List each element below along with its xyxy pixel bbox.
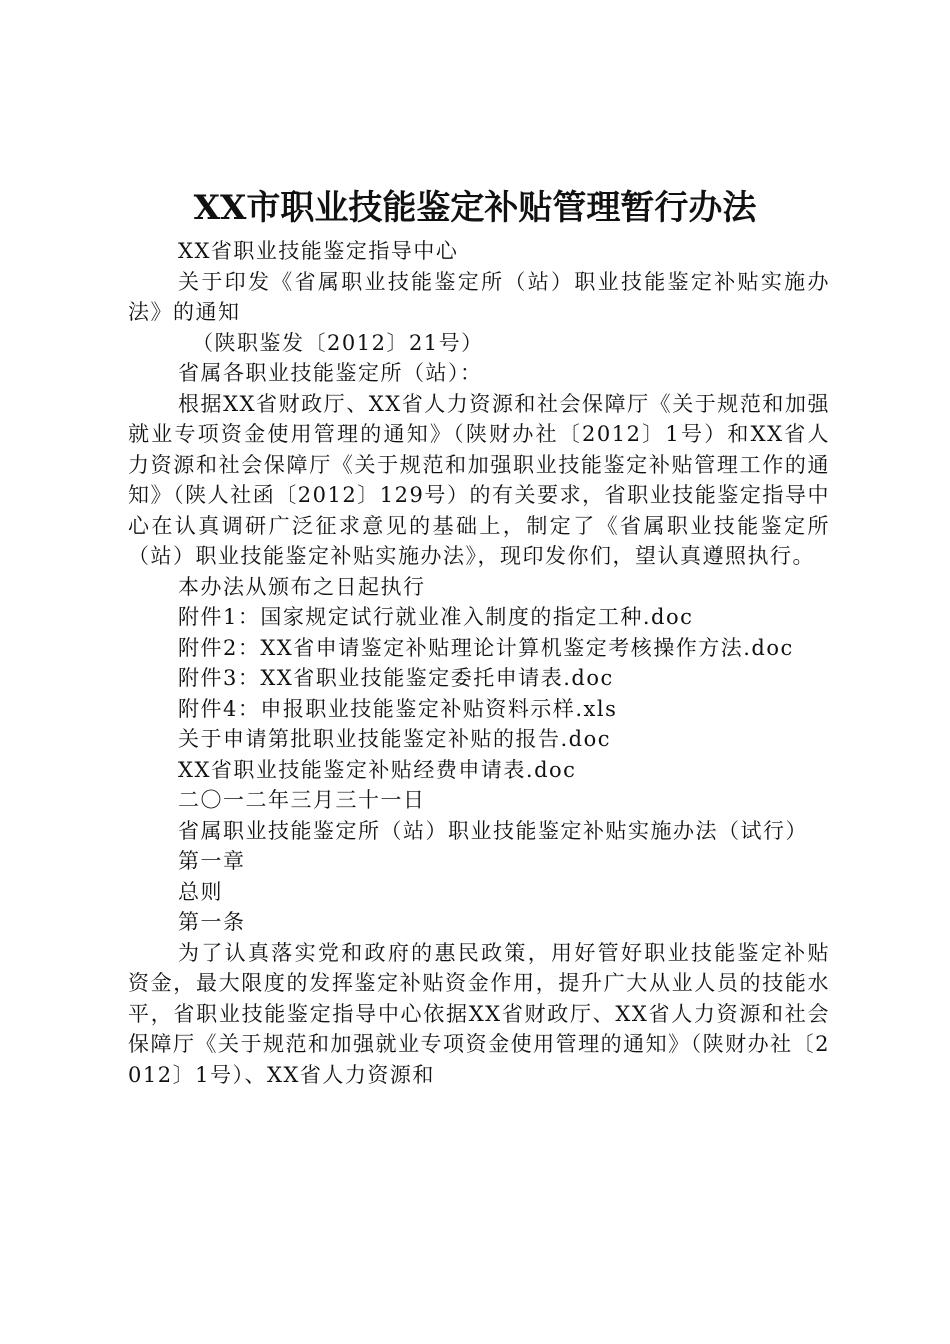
attachment-1: 附件1：国家规定试行就业准入制度的指定工种.doc xyxy=(178,605,694,629)
issue-date: 二〇一二年三月三十一日 xyxy=(178,788,426,812)
measures-title: 省属职业技能鉴定所（站）职业技能鉴定补贴实施办法（试行） xyxy=(178,818,808,843)
chapter-name: 总则 xyxy=(178,879,223,904)
attachment-application-form: XX省职业技能鉴定补贴经费申请表.doc xyxy=(178,757,577,782)
attachment-4: 附件4：申报职业技能鉴定补贴资料示样.xls xyxy=(178,696,618,721)
effective-date-note: 本办法从颁布之日起执行 xyxy=(178,574,426,599)
document-body xyxy=(128,236,830,1090)
document-title: XX市职业技能鉴定补贴管理暂行办法 xyxy=(193,188,757,228)
body-paragraph: 根据XX省财政厅、XX省人力资源和社会保障厅《关于规范和加强就业专项资金使用管理的通知》（陕财办社〔2012〕1号）和XX省人力资源和社会保障厅《关于规范和加强职业技能鉴定补贴管理工作的通知》（陕人社函〔2012〕129号）的有关要求，省职业技能鉴定指导中心在认真调研广泛征求意见的基础上，制定了《省属职业技能鉴定所（站）职业技能鉴定补贴实施办法》，现印发你们，望认真遵照执行。 xyxy=(128,391,830,568)
attachment-2: 附件2：XX省申请鉴定补贴理论计算机鉴定考核操作方法.doc xyxy=(178,635,794,660)
article-paragraph: 为了认真落实党和政府的惠民政策，用好管好职业技能鉴定补贴资金，最大限度的发挥鉴定补贴资金作用，提升广大从业人员的技能水平，省职业技能鉴定指导中心依据XX省财政厅、XX省人力资源和社会保障厅《关于规范和加强就业专项资金使用管理的通知》（陕财办社〔2012〕1号）、XX省人力资源和 xyxy=(128,940,830,1087)
issuer-line: XX省职业技能鉴定指导中心 xyxy=(178,239,459,263)
attachment-3: 附件3：XX省职业技能鉴定委托申请表.doc xyxy=(178,666,614,690)
chapter-heading: 第一章 xyxy=(178,849,246,873)
article-heading: 第一条 xyxy=(178,910,246,934)
addressee: 省属各职业技能鉴定所（站）： xyxy=(178,361,483,385)
document-number: （陕职鉴发〔2012〕21号） xyxy=(192,330,484,355)
attachment-report: 关于申请第批职业技能鉴定补贴的报告.doc xyxy=(178,727,612,751)
notice-title: 关于印发《省属职业技能鉴定所（站）职业技能鉴定补贴实施办法》的通知 xyxy=(128,269,830,324)
